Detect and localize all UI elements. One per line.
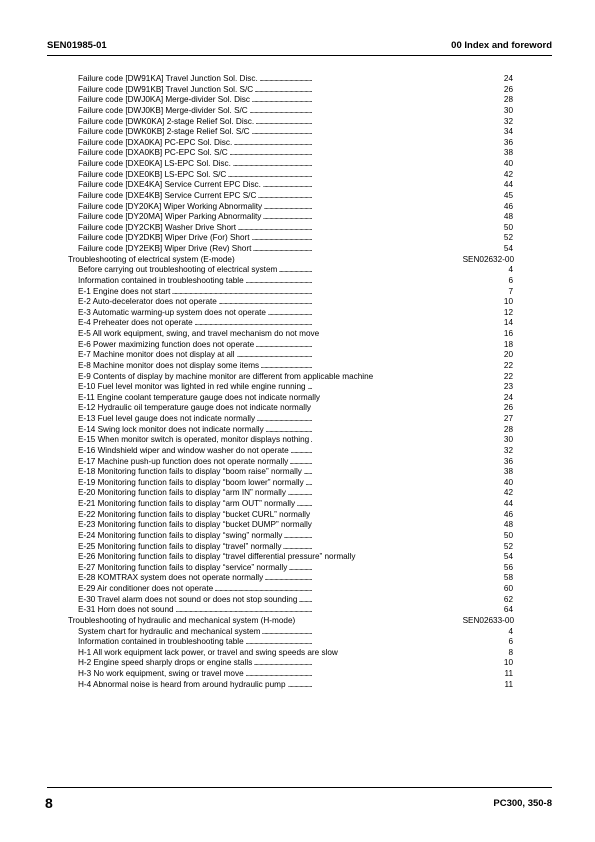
toc-entry-title xyxy=(78,329,321,340)
toc-entry-text: E-3 Automatic warming-up system does not operate xyxy=(78,307,266,317)
toc-entry-page: 54 xyxy=(503,244,513,253)
toc-entry[interactable] xyxy=(0,223,595,234)
toc-entry-title xyxy=(78,308,268,319)
toc-section-title: Troubleshooting of electrical system (E-mode) xyxy=(68,254,235,264)
toc-entry-page: 27 xyxy=(503,414,513,423)
toc-entry-text: Failure code [DY20KA] Wiper Working Abnormality xyxy=(78,201,263,211)
toc-entry-page: 52 xyxy=(503,233,513,243)
toc-entry[interactable] xyxy=(0,563,595,574)
toc-entry-title xyxy=(78,340,256,351)
toc-entry[interactable] xyxy=(0,669,595,680)
toc-entry[interactable] xyxy=(0,584,595,595)
toc-entry-page: 46 xyxy=(503,509,513,519)
toc-entry-text: E-29 Air conditioner does not operate xyxy=(78,584,214,593)
toc-entry-page: 60 xyxy=(503,584,513,593)
toc-entry-title xyxy=(78,563,289,574)
toc-entry-page: 10 xyxy=(503,658,513,668)
toc-entry-page: 26 xyxy=(503,84,513,94)
toc-entry-title xyxy=(78,531,284,542)
toc-entry-page: 16 xyxy=(503,329,513,338)
toc-entry-text: Failure code [DY2CKB] Washer Drive Short xyxy=(78,222,237,232)
toc-entry-page: 40 xyxy=(503,159,513,168)
toc-entry-title xyxy=(78,488,288,499)
toc-entry[interactable] xyxy=(0,478,595,489)
toc-entry-page: 44 xyxy=(503,180,513,190)
toc-entry-text: Failure code [DXE4KA] Service Current EPC Disc. xyxy=(78,180,261,190)
toc-entry-title xyxy=(78,584,215,595)
toc-entry-title xyxy=(78,403,313,414)
toc-section-code: SEN02632-00 xyxy=(462,254,514,264)
toc-entry-text: Failure code [DWK0KB] 2-stage Relief Sol. S/C xyxy=(78,127,250,137)
toc-entry[interactable] xyxy=(0,244,595,255)
page-header xyxy=(47,40,552,53)
toc-entry-title xyxy=(78,414,257,425)
toc-entry-text: Failure code [DXA0KB] PC-EPC Sol. S/C xyxy=(78,148,228,158)
toc-entry-page: 6 xyxy=(508,637,513,647)
toc-entry[interactable] xyxy=(0,520,595,531)
toc-section-title: Troubleshooting of hydraulic and mechanical system (H-mode) xyxy=(68,615,296,625)
toc-entry[interactable] xyxy=(0,138,595,149)
toc-entry-title xyxy=(78,435,311,446)
toc-entry-title xyxy=(78,637,246,648)
toc-entry-text: System chart for hydraulic and mechanical system xyxy=(78,626,261,636)
toc-entry-text: E-1 Engine does not start xyxy=(78,286,171,296)
toc-entry-title xyxy=(78,106,250,117)
toc-entry[interactable] xyxy=(0,510,595,521)
toc-entry-text: E-23 Monitoring function fails to display “bucket DUMP” normally xyxy=(78,520,312,530)
toc-entry-text: E-31 Horn does not sound xyxy=(78,605,174,615)
toc-entry[interactable] xyxy=(0,680,595,691)
toc-entry-title xyxy=(78,605,176,616)
toc-entry-title xyxy=(78,467,304,478)
toc-entry-text: E-16 Windshield wiper and window washer do not operate xyxy=(78,445,289,455)
toc-entry[interactable] xyxy=(0,95,595,106)
toc-section-heading[interactable] xyxy=(0,616,595,627)
toc-entry[interactable] xyxy=(0,658,595,669)
toc-entry-text: E-26 Monitoring function fails to display “travel differential pressure” normally xyxy=(78,552,356,562)
toc-entry[interactable] xyxy=(0,446,595,457)
toc-entry[interactable] xyxy=(0,127,595,138)
toc-entry-title xyxy=(78,127,252,138)
toc-entry-text: H-3 No work equipment, swing or travel move xyxy=(78,669,244,678)
toc-entry-page: 30 xyxy=(503,105,513,115)
toc-entry-text: Failure code [DWJ0KB] Merge-divider Sol. S/C xyxy=(78,105,248,115)
toc-entry-page: 11 xyxy=(504,669,513,678)
toc-entry-title xyxy=(78,520,314,531)
toc-entry[interactable] xyxy=(0,457,595,468)
toc-entry-page: 50 xyxy=(503,530,513,540)
toc-entry-text: E-2 Auto-decelerator does not operate xyxy=(78,297,217,307)
toc-entry[interactable] xyxy=(0,648,595,659)
toc-entry[interactable] xyxy=(0,595,595,606)
toc-entry[interactable] xyxy=(0,148,595,159)
toc-entry[interactable] xyxy=(0,308,595,319)
toc-entry-page: 6 xyxy=(508,275,513,285)
toc-entry-page: 4 xyxy=(508,626,513,636)
toc-entry[interactable] xyxy=(0,106,595,117)
toc-entry-title xyxy=(78,138,234,149)
toc-entry-page: 34 xyxy=(503,127,513,137)
toc-entry-text: Failure code [DW91KB] Travel Junction Sol. S/C xyxy=(78,84,254,94)
toc-entry-title xyxy=(78,658,254,669)
toc-entry-page: 64 xyxy=(503,605,513,615)
toc-entry-page: 52 xyxy=(503,541,513,551)
toc-entry-title xyxy=(78,350,237,361)
toc-entry-title xyxy=(78,148,230,159)
toc-entry-title xyxy=(78,244,253,255)
toc-entry[interactable] xyxy=(0,85,595,96)
toc-entry[interactable] xyxy=(0,180,595,191)
toc-entry-title xyxy=(78,573,265,584)
toc-entry-page: 38 xyxy=(503,467,513,477)
toc-entry-page: 36 xyxy=(503,456,513,466)
toc-entry[interactable] xyxy=(0,202,595,213)
toc-entry[interactable] xyxy=(0,531,595,542)
toc-entry-text: E-4 Preheater does not operate xyxy=(78,318,193,328)
document-code: SEN01985-01 xyxy=(47,40,107,51)
toc-entry-text: E-19 Monitoring function fails to display “boom lower” normally xyxy=(78,477,304,487)
toc-entry-title xyxy=(78,382,308,393)
toc-entry-title xyxy=(78,297,219,308)
toc-entry-text: Failure code [DY2EKB] Wiper Drive (Rev) Short xyxy=(78,244,252,253)
table-of-contents xyxy=(0,74,595,690)
toc-entry-text: E-18 Monitoring function fails to display “boom raise” normally xyxy=(78,467,302,477)
toc-entry-title xyxy=(78,180,263,191)
toc-entry-text: Failure code [DW91KA] Travel Junction Sol. Disc. xyxy=(78,74,258,83)
toc-entry[interactable] xyxy=(0,159,595,170)
model-name: PC300, 350-8 xyxy=(493,798,552,809)
toc-entry[interactable] xyxy=(0,467,595,478)
toc-entry-page: 7 xyxy=(508,286,513,296)
toc-entry-page: 23 xyxy=(503,382,513,392)
toc-entry[interactable] xyxy=(0,276,595,287)
toc-section-code: SEN02633-00 xyxy=(462,615,514,625)
toc-entry-page: 26 xyxy=(503,403,513,413)
toc-entry[interactable] xyxy=(0,191,595,202)
toc-entry-title xyxy=(78,552,357,563)
toc-entry-title xyxy=(78,393,322,404)
toc-entry[interactable] xyxy=(0,403,595,414)
toc-entry-page: 50 xyxy=(503,222,513,232)
toc-entry[interactable] xyxy=(0,212,595,223)
toc-entry-text: Failure code [DXA0KA] PC-EPC Sol. Disc. xyxy=(78,137,233,147)
toc-entry-title xyxy=(78,457,290,468)
toc-entry-page: 28 xyxy=(503,95,513,105)
toc-entry-text: Failure code [DXE0KB] LS-EPC Sol. S/C xyxy=(78,169,227,179)
toc-entry[interactable] xyxy=(0,340,595,351)
toc-entry-text: Failure code [DXE4KB] Service Current EPC S/C xyxy=(78,190,257,200)
toc-entry[interactable] xyxy=(0,382,595,393)
toc-entry-page: 30 xyxy=(503,435,513,445)
toc-entry-page: 20 xyxy=(503,350,513,360)
toc-entry-text: E-9 Contents of display by machine monitor are different from applicable machine xyxy=(78,371,374,381)
toc-entry-title xyxy=(78,85,255,96)
toc-entry-text: E-14 Swing lock monitor does not indicate normally xyxy=(78,424,264,434)
toc-entry-title xyxy=(78,680,288,691)
toc-entry-title xyxy=(78,117,256,128)
toc-entry-page: 36 xyxy=(503,137,513,147)
toc-entry-page: 24 xyxy=(503,392,513,402)
toc-entry[interactable] xyxy=(0,117,595,128)
toc-entry[interactable] xyxy=(0,287,595,298)
toc-entry[interactable] xyxy=(0,552,595,563)
toc-entry-page: 18 xyxy=(503,339,513,349)
toc-entry-page: 28 xyxy=(503,424,513,434)
toc-entry-page: 40 xyxy=(503,477,513,487)
toc-entry-title xyxy=(78,202,264,213)
toc-entry-title xyxy=(78,372,375,383)
toc-entry[interactable] xyxy=(0,350,595,361)
toc-entry-text: E-7 Machine monitor does not display at all xyxy=(78,350,235,360)
toc-entry-title xyxy=(78,95,252,106)
toc-entry-page: 45 xyxy=(503,190,513,200)
toc-entry-page: 38 xyxy=(503,148,513,158)
toc-entry-text: E-15 When monitor switch is operated, monitor displays nothing xyxy=(78,435,310,445)
toc-entry[interactable] xyxy=(0,361,595,372)
toc-entry-title xyxy=(78,542,283,553)
toc-entry-text: E-6 Power maximizing function does not operate xyxy=(78,339,255,349)
toc-entry-page: 54 xyxy=(503,552,513,562)
toc-entry[interactable] xyxy=(0,393,595,404)
toc-entry-page: 32 xyxy=(503,116,513,126)
toc-entry-page: 14 xyxy=(503,318,513,328)
toc-entry-title xyxy=(78,510,312,521)
toc-entry-page: 11 xyxy=(504,679,513,689)
toc-entry[interactable] xyxy=(0,170,595,181)
toc-entry-text: H-2 Engine speed sharply drops or engine stalls xyxy=(78,658,253,668)
toc-entry-title xyxy=(78,170,228,181)
toc-entry-title xyxy=(78,287,172,298)
toc-entry-title xyxy=(78,191,258,202)
toc-entry[interactable] xyxy=(0,414,595,425)
toc-entry-page: 24 xyxy=(503,74,513,83)
toc-entry-title xyxy=(78,318,195,329)
toc-entry-text: E-22 Monitoring function fails to display “bucket CURL” normally xyxy=(78,509,311,519)
toc-entry[interactable] xyxy=(0,329,595,340)
toc-entry-page: 48 xyxy=(503,212,513,222)
toc-entry-page: 8 xyxy=(508,647,513,657)
toc-entry-page: 32 xyxy=(503,445,513,455)
toc-entry-page: 42 xyxy=(503,169,513,179)
toc-entry-page: 12 xyxy=(503,307,513,317)
toc-entry-text: Information contained in troubleshooting table xyxy=(78,637,244,647)
toc-entry-text: Failure code [DWJ0KA] Merge-divider Sol. Disc xyxy=(78,95,250,105)
toc-entry-page: 10 xyxy=(503,297,513,307)
toc-entry-text: E-30 Travel alarm does not sound or does not stop sounding xyxy=(78,594,298,604)
toc-entry-title xyxy=(78,478,306,489)
toc-entry-title xyxy=(78,212,263,223)
header-divider xyxy=(47,55,552,56)
toc-entry-page: 48 xyxy=(503,520,513,530)
toc-entry-title xyxy=(78,223,238,234)
toc-entry-text: E-13 Fuel level gauge does not indicate normally xyxy=(78,414,256,423)
toc-entry-text: Failure code [DY2DKB] Wiper Drive (For) Short xyxy=(78,233,250,243)
toc-entry[interactable] xyxy=(0,233,595,244)
toc-entry-page: 58 xyxy=(503,573,513,583)
toc-entry-page: 22 xyxy=(503,371,513,381)
toc-entry[interactable] xyxy=(0,637,595,648)
toc-section-heading[interactable] xyxy=(0,255,595,266)
toc-entry[interactable] xyxy=(0,605,595,616)
toc-entry-title xyxy=(78,499,297,510)
toc-entry-title xyxy=(78,648,340,659)
toc-entry[interactable] xyxy=(0,573,595,584)
toc-entry-title xyxy=(78,276,246,287)
toc-entry-text: Before carrying out troubleshooting of electrical system xyxy=(78,265,278,275)
toc-entry-title xyxy=(78,627,262,638)
toc-entry[interactable] xyxy=(0,542,595,553)
toc-entry[interactable] xyxy=(0,297,595,308)
toc-entry-title xyxy=(78,595,299,606)
toc-entry-text: H-1 All work equipment lack power, or travel and swing speeds are slow xyxy=(78,647,338,657)
toc-entry[interactable] xyxy=(0,372,595,383)
toc-entry-title xyxy=(78,669,246,680)
toc-entry-text: E-24 Monitoring function fails to display “swing” normally xyxy=(78,530,283,540)
toc-entry-page: 22 xyxy=(503,360,513,370)
toc-entry-page: 42 xyxy=(503,488,513,498)
toc-entry[interactable] xyxy=(0,318,595,329)
toc-entry-page: 46 xyxy=(503,201,513,211)
toc-entry-title xyxy=(78,74,260,85)
toc-entry-text: E-27 Monitoring function fails to display “service” normally xyxy=(78,562,288,572)
toc-entry-page: 62 xyxy=(503,594,513,604)
toc-entry-title xyxy=(78,233,252,244)
toc-entry-text: E-17 Machine push-up function does not operate normally xyxy=(78,456,289,466)
toc-entry-text: E-5 All work equipment, swing, and travel mechanism do not move xyxy=(78,329,320,338)
toc-entry-text: H-4 Abnormal noise is heard from around hydraulic pump xyxy=(78,679,286,689)
toc-entry[interactable] xyxy=(0,435,595,446)
toc-entry-title xyxy=(78,361,261,372)
toc-entry[interactable] xyxy=(0,425,595,436)
toc-entry-text: Failure code [DY20MA] Wiper Parking Abnormality xyxy=(78,212,262,222)
toc-entry-text: E-21 Monitoring function fails to display “arm OUT” normally xyxy=(78,499,296,508)
page-number: 8 xyxy=(45,795,53,811)
toc-entry-text: E-28 KOMTRAX system does not operate normally xyxy=(78,573,264,583)
toc-entry-page: 44 xyxy=(503,499,513,508)
toc-entry-text: E-20 Monitoring function fails to display “arm IN” normally xyxy=(78,488,286,498)
toc-entry[interactable] xyxy=(0,627,595,638)
section-title: 00 Index and foreword xyxy=(451,40,552,51)
toc-entry-text: Failure code [DXE0KA] LS-EPC Sol. Disc. xyxy=(78,159,231,168)
toc-entry[interactable] xyxy=(0,488,595,499)
toc-entry-title xyxy=(78,446,291,457)
toc-entry-title xyxy=(78,159,233,170)
toc-entry-text: Failure code [DWK0KA] 2-stage Relief Sol. Disc. xyxy=(78,116,255,126)
toc-entry-page: 56 xyxy=(503,562,513,572)
toc-entry-text: E-10 Fuel level monitor was lighted in red while engine running xyxy=(78,382,306,392)
toc-entry-text: E-25 Monitoring function fails to display “travel” normally xyxy=(78,541,282,551)
toc-entry[interactable] xyxy=(0,265,595,276)
toc-entry-title xyxy=(78,265,279,276)
toc-entry-text: E-8 Machine monitor does not display some items xyxy=(78,360,260,370)
toc-entry-page: 4 xyxy=(508,265,513,275)
footer-divider xyxy=(47,787,552,788)
toc-entry[interactable] xyxy=(0,499,595,510)
toc-entry[interactable] xyxy=(0,74,595,85)
toc-entry-text: E-12 Hydraulic oil temperature gauge does not indicate normally xyxy=(78,403,312,413)
toc-entry-text: Information contained in troubleshooting table xyxy=(78,275,244,285)
toc-entry-title xyxy=(78,425,266,436)
toc-entry-text: E-11 Engine coolant temperature gauge does not indicate normally xyxy=(78,392,320,402)
